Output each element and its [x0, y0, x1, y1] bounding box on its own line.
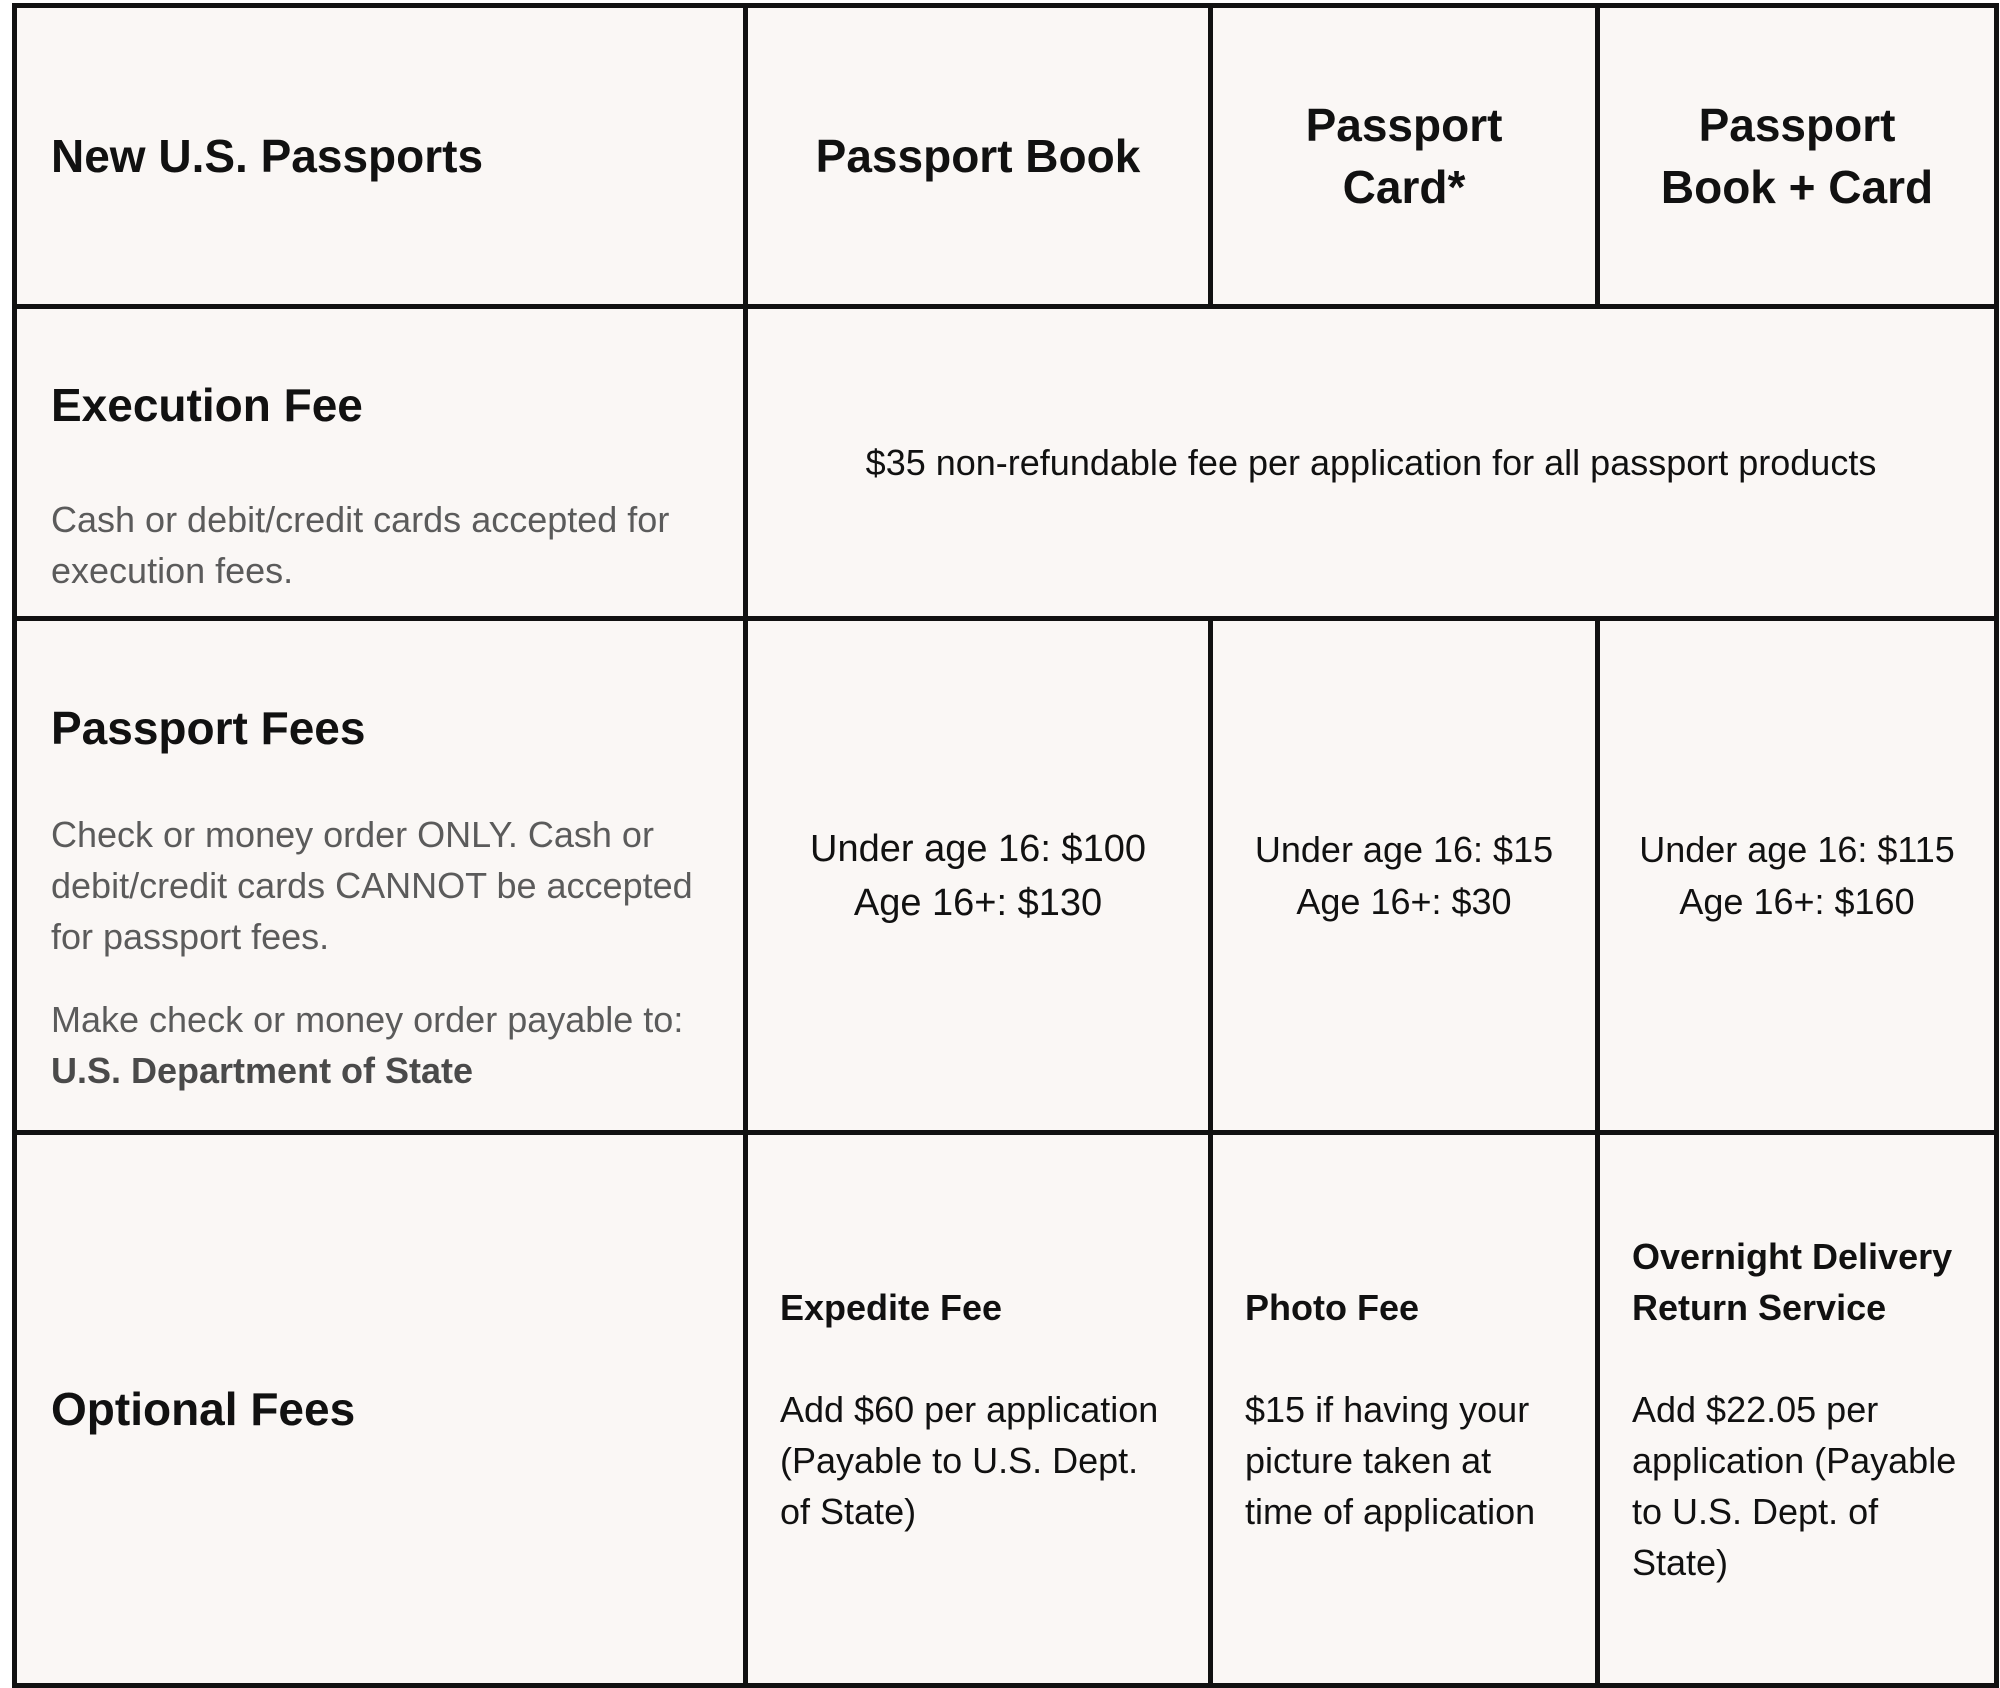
expedite-fee-name: Expedite Fee [780, 1286, 1003, 1328]
payable-to-prefix: Make check or money order payable to: [51, 999, 684, 1040]
payee-name: U.S. Department of State [51, 1050, 474, 1091]
passport-fees-label-cell [15, 619, 746, 1133]
column-header-line: Book + Card [1660, 161, 1934, 213]
header-row [15, 6, 1997, 307]
passport-fee-table [12, 3, 1999, 1688]
column-header-line: Passport [1305, 99, 1503, 151]
execution-fee-note: Cash or debit/credit cards accepted for execution fees. [51, 498, 670, 591]
passport-card-fee-cell [1211, 619, 1598, 1133]
book-adult-fee: Age 16+: $130 [853, 881, 1103, 924]
column-header-line: Card* [1342, 161, 1466, 213]
column-header-line: Passport [1698, 99, 1896, 151]
passport-fees-row [15, 619, 1997, 1133]
overnight-delivery-desc: Add $22.05 per application (Payable to U.S. Dept. of State) [1632, 1388, 1957, 1583]
optional-fees-row [15, 1133, 1997, 1686]
expedite-fee-desc: Add $60 per application (Payable to U.S. Dept. of State) [780, 1388, 1159, 1532]
column-header-book-plus-card [1598, 6, 1997, 307]
photo-fee-desc: $15 if having your picture taken at time of application [1245, 1388, 1536, 1532]
execution-fee-row [15, 307, 1997, 619]
photo-fee-name: Photo Fee [1245, 1286, 1420, 1328]
card-under16-fee: Under age 16: $15 [1254, 828, 1554, 870]
optional-fees-title: Optional Fees [15, 1133, 746, 1686]
book-under16-fee: Under age 16: $100 [810, 827, 1146, 870]
card-adult-fee: Age 16+: $30 [1296, 880, 1512, 922]
overnight-delivery-cell [1598, 1133, 1997, 1686]
execution-fee-label-cell [15, 307, 746, 619]
execution-fee-title: Execution Fee [51, 378, 363, 431]
passport-fees-note: Check or money order ONLY. Cash or debit/credit cards CANNOT be accepted for passport fees. [51, 814, 693, 957]
combo-adult-fee: Age 16+: $160 [1679, 880, 1915, 922]
passport-book-fee-cell [746, 619, 1211, 1133]
expedite-fee-cell [746, 1133, 1211, 1686]
passport-fees-title: Passport Fees [51, 702, 366, 754]
combo-under16-fee: Under age 16: $115 [1639, 828, 1955, 870]
photo-fee-cell [1211, 1133, 1598, 1686]
book-plus-card-fee-cell [1598, 619, 1997, 1133]
payable-to-note [51, 994, 709, 1096]
overnight-delivery-name: Overnight Delivery Return Service [1632, 1235, 1953, 1328]
execution-fee-value: $35 non-refundable fee per application for all passport products [746, 307, 1997, 619]
column-header-line: Passport Book [815, 130, 1141, 182]
column-header-passport-book [746, 6, 1211, 307]
column-header-passport-card [1211, 6, 1598, 307]
table-title: New U.S. Passports [15, 6, 746, 307]
